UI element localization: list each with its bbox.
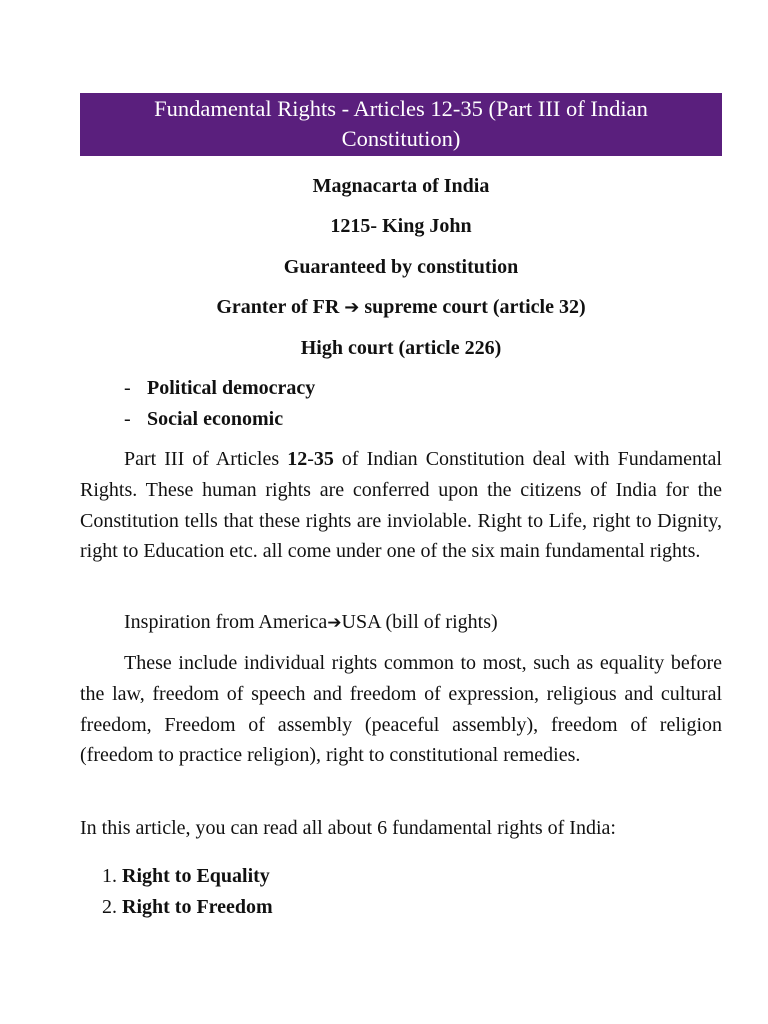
dash-marker: - <box>124 408 131 430</box>
inspiration-line <box>80 610 722 635</box>
dash-list-item <box>124 407 283 431</box>
granter-heading <box>80 295 722 320</box>
intro-line: In this article, you can read all about 6 fundamental rights of India: <box>80 817 616 839</box>
paragraph-rights-list: These include individual rights common to most, such as equality before the law, freedom of speech and freedom of expression, religious and cultural freedom, Freedom of assembly (peaceful assembly), freedom of religion (freedom to practice religion), right to constitutional remedies. <box>80 652 722 767</box>
item-text: Right to Freedom <box>122 896 273 918</box>
dash-item-text: Social economic <box>147 408 284 430</box>
title-line-2: Constitution) <box>341 126 461 151</box>
dash-marker: - <box>124 377 131 399</box>
inspiration-text-before: Inspiration from America <box>124 611 328 633</box>
magnacarta-heading: Magnacarta of India <box>312 175 490 197</box>
item-number: 1. <box>102 865 117 887</box>
year-heading: 1215- King John <box>330 215 472 237</box>
title-line-1: Fundamental Rights - Articles 12-35 (Part III of Indian <box>154 96 648 121</box>
numbered-list-item <box>102 864 270 888</box>
item-number: 2. <box>102 896 117 918</box>
item-text: Right to Equality <box>122 865 270 887</box>
granter-text-after: supreme court (article 32) <box>364 296 586 318</box>
title-banner <box>80 93 722 156</box>
high-court-heading: High court (article 226) <box>300 337 502 359</box>
inspiration-text-after: USA (bill of rights) <box>341 611 498 633</box>
guaranteed-heading: Guaranteed by constitution <box>283 256 519 278</box>
dash-list-item <box>124 376 315 400</box>
paragraph-articles: Part III of Articles 12-35 of Indian Constitution deal with Fundamental Rights. These human rights are conferred upon the citizens of India for the Constitution tells that these rights are inviolable. Right to Life, right to Dignity, right to Education etc. all come under one of the six main fundamental rights. <box>80 448 722 563</box>
right-arrow-icon: ➔ <box>344 297 360 318</box>
granter-text-before: Granter of FR <box>216 296 340 318</box>
article-start: 12 <box>287 448 308 470</box>
numbered-list-item <box>102 895 273 919</box>
right-arrow-icon: ➔ <box>327 613 342 633</box>
dash-item-text: Political democracy <box>147 377 316 399</box>
article-end: 35 <box>313 448 334 470</box>
